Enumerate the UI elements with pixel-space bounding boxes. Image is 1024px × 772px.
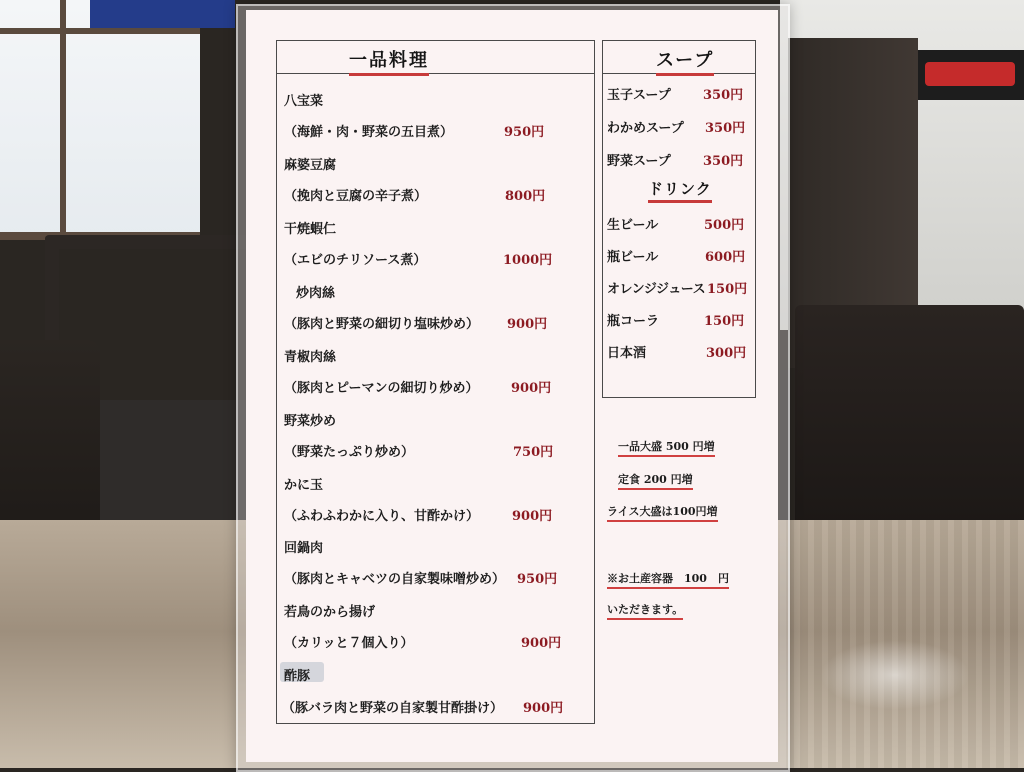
drink-name: 瓶コーラ [607, 314, 660, 329]
window [0, 0, 200, 240]
menu-item-desc: （挽肉と豆腐の辛子煮） [284, 189, 428, 204]
soup-price: 350円 [705, 121, 746, 136]
menu-item-desc: （豚バラ肉と野菜の自家製甘酢掛け） [282, 701, 504, 716]
drink-name: 瓶ビール [607, 250, 659, 265]
menu-item-price: 900円 [521, 636, 562, 651]
chair [795, 305, 1024, 545]
menu-item-price: 950円 [504, 125, 545, 140]
a-la-carte-title: 一品料理 [349, 46, 429, 76]
menu-item-name: 回鍋肉 [284, 541, 324, 556]
menu-item-desc: （野菜たっぷり炒め） [284, 445, 415, 460]
menu-item-price: 900円 [512, 509, 553, 524]
drink-price: 600円 [705, 250, 746, 265]
menu-item-price: 950円 [517, 572, 558, 587]
drink-price: 150円 [707, 282, 748, 297]
menu-item-desc: （ふわふわかに入り、甘酢かけ） [284, 509, 480, 524]
drink-name: オレンジジュース [607, 282, 706, 297]
menu-item-name: 野菜炒め [284, 414, 337, 429]
note-takeout-container-cont: いただきます。 [607, 601, 683, 620]
note-large-portion: 一品大盛 500 円増 [618, 438, 715, 457]
drink-price: 150円 [704, 314, 745, 329]
shop-sign [905, 50, 1024, 100]
menu-item-price: 900円 [507, 317, 548, 332]
note-set-meal: 定食 200 円増 [618, 471, 693, 490]
soup-title: スープ [656, 46, 714, 76]
menu-item-name: 酢豚 [284, 669, 311, 684]
soup-price: 350円 [703, 154, 744, 169]
menu-item-desc: （エビのチリソース煮） [284, 253, 427, 268]
divider [276, 73, 594, 74]
menu-item-price: 900円 [523, 701, 564, 716]
note-large-rice: ライス大盛は100円増 [607, 503, 718, 522]
soup-price: 350円 [703, 88, 744, 103]
drink-title: ドリンク [648, 178, 712, 203]
drink-price: 300円 [706, 346, 747, 361]
menu-item-name: 炒肉絲 [296, 286, 336, 301]
menu-item-name: 干焼蝦仁 [284, 222, 337, 237]
menu-item-price: 800円 [505, 189, 546, 204]
table-reflection [820, 640, 970, 710]
menu-item-price: 1000円 [503, 253, 553, 268]
menu-item-desc: （カリッと７個入り） [284, 636, 414, 651]
menu-item-desc: （豚肉とキャベツの自家製味噌炒め） [284, 572, 506, 587]
note-takeout-container: ※お土産容器 100 円 [607, 570, 729, 589]
menu-item-price: 750円 [513, 445, 554, 460]
menu-item-price: 900円 [511, 381, 552, 396]
shop-sign [90, 0, 235, 28]
soup-name: 玉子スープ [607, 88, 671, 103]
menu-item-name: 麻婆豆腐 [284, 158, 337, 173]
drink-name: 生ビール [607, 218, 659, 233]
menu-item-name: 八宝菜 [284, 94, 324, 109]
menu-item-desc: （海鮮・肉・野菜の五目煮） [284, 125, 454, 140]
drink-name: 日本酒 [607, 346, 647, 361]
soup-name: 野菜スープ [607, 154, 671, 169]
menu-item-name: 青椒肉絲 [284, 350, 337, 365]
menu-item-name: 若鳥のから揚げ [284, 605, 376, 620]
window-frame [0, 28, 200, 34]
menu-item-name: かに玉 [284, 478, 324, 493]
soup-name: わかめスープ [607, 121, 684, 136]
menu-item-desc: （豚肉とピーマンの細切り炒め） [284, 381, 479, 396]
drink-price: 500円 [704, 218, 745, 233]
menu-item-desc: （豚肉と野菜の細切り塩味炒め） [284, 317, 480, 332]
window-frame [60, 0, 66, 240]
